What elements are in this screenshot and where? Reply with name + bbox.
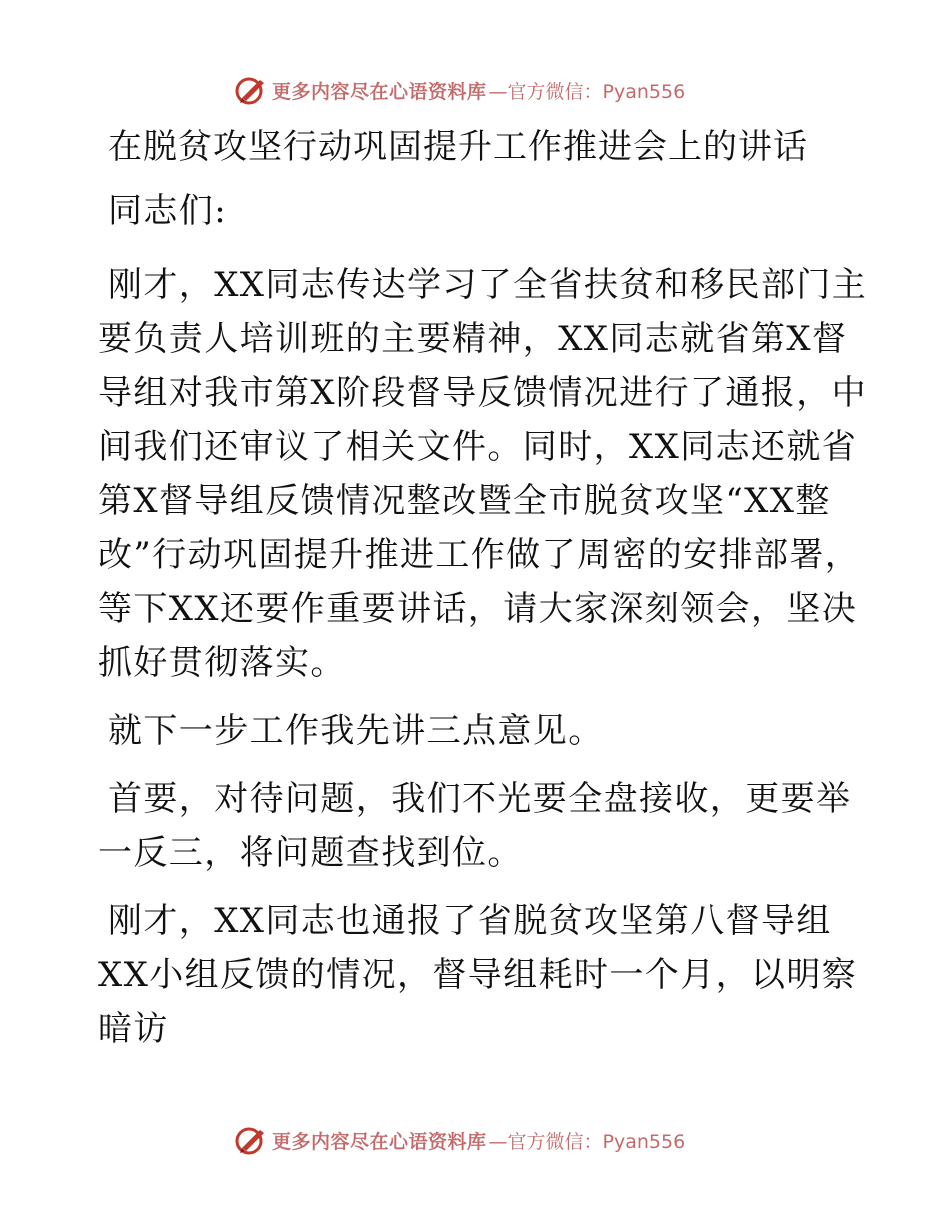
paragraph-1: 刚才，XX同志传达学习了全省扶贫和移民部门主要负责人培训班的主要精神，XX同志就省第X督导组对我市第X阶段督导反馈情况进行了通报，中间我们还审议了相关文件。同时，XX同志还就省第X督导组反馈情况整改暨全市脱贫攻坚“XX整改”行动巩固提升推进工作做了周密的安排部署，等下XX还要作重要讲话，请大家深刻领会，坚决抓好贯彻落实。 bbox=[98, 265, 868, 683]
document-title: 在脱贫攻坚行动巩固提升工作推进会上的讲话 bbox=[108, 127, 808, 167]
paragraph-4: 刚才，XX同志也通报了省脱贫攻坚第八督导组XX小组反馈的情况，督导组耗时一个月，以明察暗访 bbox=[98, 901, 858, 1049]
paragraph-3: 首要，对待问题，我们不光要全盘接收，更要举一反三，将问题查找到位。 bbox=[98, 779, 852, 873]
watermark-contact: —官方微信：Pyan556 bbox=[488, 80, 686, 103]
footer-watermark bbox=[234, 1124, 685, 1156]
pen-logo-icon bbox=[234, 1124, 268, 1156]
watermark-text: 更多内容尽在心语资料库 bbox=[272, 80, 487, 103]
watermark-contact: —官方微信：Pyan556 bbox=[488, 1130, 686, 1153]
header-watermark bbox=[234, 74, 685, 106]
pen-logo-icon bbox=[234, 74, 268, 106]
paragraph-2: 就下一步工作我先讲三点意见。 bbox=[108, 711, 604, 751]
watermark-text: 更多内容尽在心语资料库 bbox=[272, 1130, 487, 1153]
document-body bbox=[98, 122, 868, 1070]
greeting: 同志们: bbox=[108, 191, 228, 231]
